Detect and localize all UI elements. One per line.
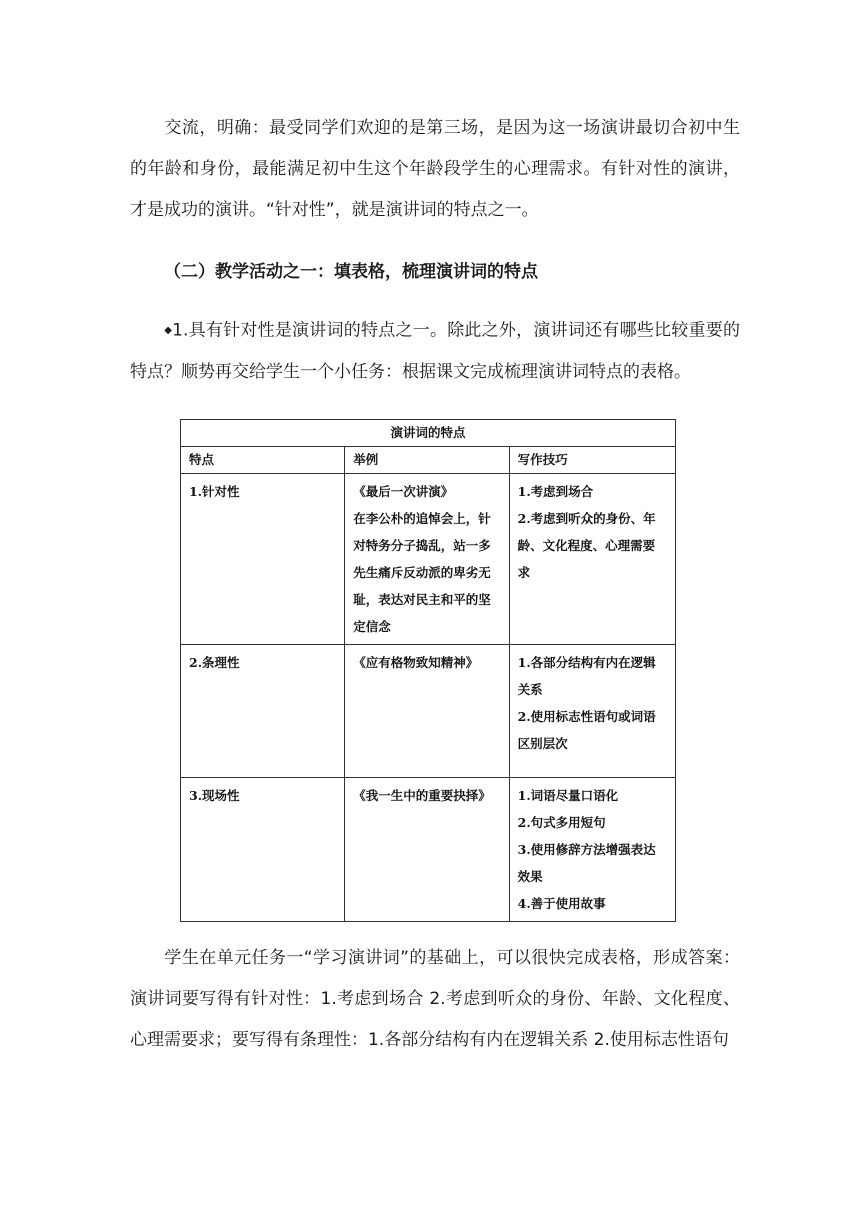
paragraph-task	[130, 310, 740, 393]
table-title: 演讲词的特点	[181, 420, 676, 447]
table-cell-feature: 3.现场性	[181, 778, 345, 922]
table-row	[181, 778, 676, 922]
table-cell-feature: 1.针对性	[181, 474, 345, 645]
example-line: 《我一生中的重要抉择》	[353, 788, 491, 803]
table-cell-technique	[509, 474, 675, 645]
features-table	[180, 419, 676, 922]
table-header-example: 举例	[345, 447, 509, 474]
table-cell-example	[345, 474, 509, 645]
example-line: 《最后一次讲演》	[353, 484, 454, 499]
technique-line: 2.考虑到听众的身份、年龄、文化程度、心理需要求	[517, 511, 656, 580]
technique-line: 4.善于使用故事	[517, 896, 606, 911]
example-line: 《应有格物致知精神》	[353, 655, 479, 670]
technique-line: 2.使用标志性语句或词语区别层次	[517, 709, 656, 751]
table-row	[181, 645, 676, 778]
technique-line: 3.使用修辞方法增强表达效果	[517, 842, 656, 884]
table-cell-example	[345, 778, 509, 922]
table-cell-example	[345, 645, 509, 778]
section-heading: （二）教学活动之一：填表格，梳理演讲词的特点	[164, 262, 538, 282]
table-cell-technique	[509, 778, 675, 922]
paragraph-conclusion-text: 交流，明确：最受同学们欢迎的是第三场，是因为这一场演讲最切合初中生的年龄和身份，最能满足初中生这个年龄段学生的心理需求。有针对性的演讲，才是成功的演讲。“针对性”，就是演讲词的特点之一。	[130, 118, 740, 220]
table-header-feature: 特点	[181, 447, 345, 474]
diamond-bullet-icon: ◆	[164, 325, 173, 336]
paragraph-answer	[130, 938, 740, 1061]
table-header-technique: 写作技巧	[509, 447, 675, 474]
table-row	[181, 474, 676, 645]
paragraph-conclusion	[130, 108, 740, 231]
example-line: 在李公朴的追悼会上，针对特务分子捣乱，站一多先生痛斥反动派的卑劣无耻，表达对民主和平的坚定信念	[353, 511, 491, 634]
table-cell-technique	[509, 645, 675, 778]
paragraph-task-text: 1.具有针对性是演讲词的特点之一。除此之外，演讲词还有哪些比较重要的特点？顺势再交给学生一个小任务：根据课文完成梳理演讲词特点的表格。	[130, 320, 740, 382]
technique-line: 2.句式多用短句	[517, 815, 606, 830]
technique-line: 1.考虑到场合	[517, 484, 594, 499]
technique-line: 1.词语尽量口语化	[517, 788, 619, 803]
table-cell-feature: 2.条理性	[181, 645, 345, 778]
paragraph-answer-text: 学生在单元任务一“学习演讲词”的基础上，可以很快完成表格，形成答案：演讲词要写得有针对性：1.考虑到场合 2.考虑到听众的身份、年龄、文化程度、心理需要求；要写得有条理性：1.各部分结构有内在逻辑关系 2.使用标志性语句	[130, 948, 740, 1050]
technique-line: 1.各部分结构有内在逻辑关系	[517, 655, 656, 697]
